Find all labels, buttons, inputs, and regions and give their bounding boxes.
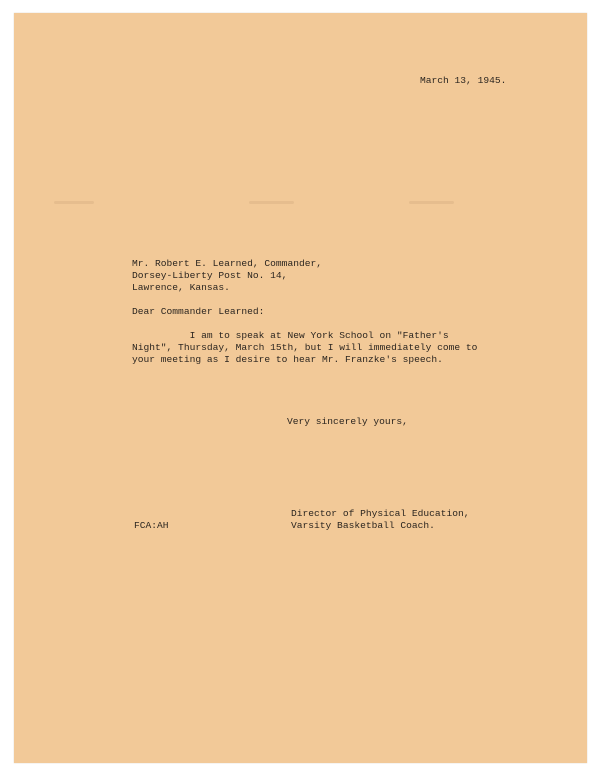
body-line: I am to speak at New York School on "Father's bbox=[132, 330, 449, 341]
address-line: Lawrence, Kansas. bbox=[132, 282, 230, 293]
address-line: Dorsey-Liberty Post No. 14, bbox=[132, 270, 288, 281]
signature-title-line: Director of Physical Education, bbox=[291, 508, 470, 519]
bleed-through-mark bbox=[409, 201, 454, 204]
reference-initials: FCA:AH bbox=[134, 520, 169, 531]
letter-date: March 13, 1945. bbox=[420, 75, 507, 86]
signature-title-line: Varsity Basketball Coach. bbox=[291, 520, 435, 531]
letter-page bbox=[14, 13, 587, 763]
complimentary-closing: Very sincerely yours, bbox=[287, 416, 408, 427]
bleed-through-mark bbox=[249, 201, 294, 204]
salutation: Dear Commander Learned: bbox=[132, 306, 265, 317]
body-line: your meeting as I desire to hear Mr. Franzke's speech. bbox=[132, 354, 443, 365]
address-line: Mr. Robert E. Learned, Commander, bbox=[132, 258, 322, 269]
body-line: Night", Thursday, March 15th, but I will immediately come to bbox=[132, 342, 478, 353]
bleed-through-mark bbox=[54, 201, 94, 204]
